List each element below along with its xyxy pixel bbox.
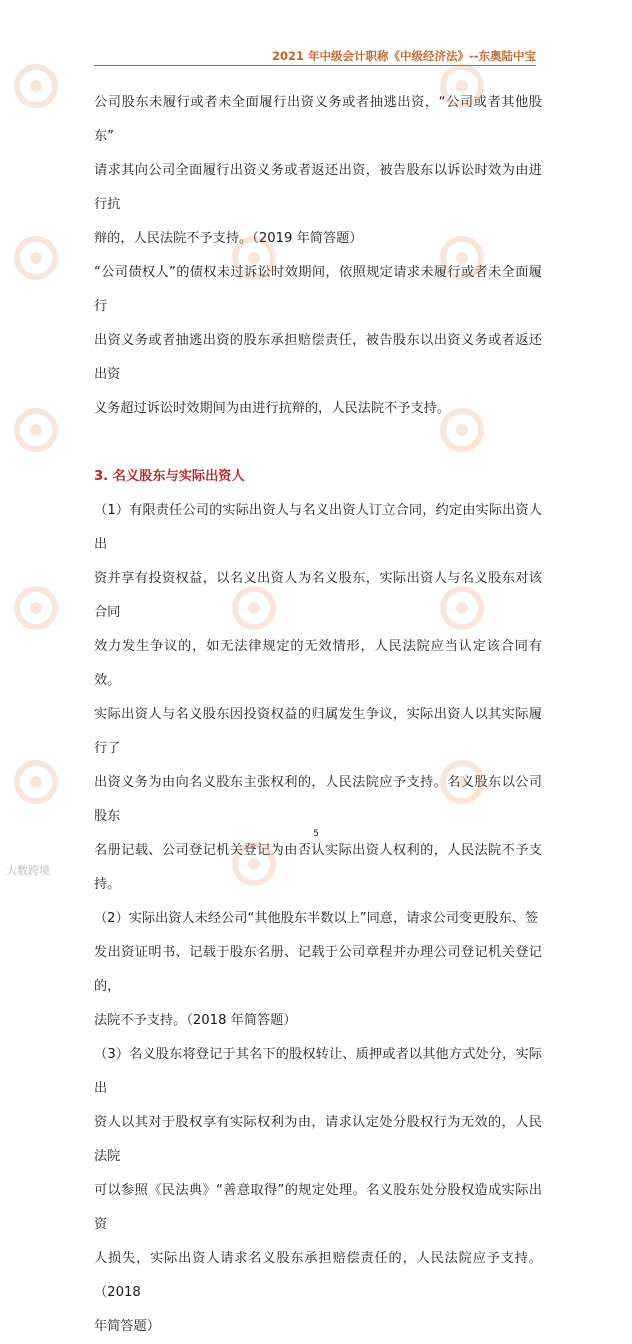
body-line: 实际出资人与名义股东因投资权益的归属发生争议，实际出资人以其实际履行了 (94, 707, 542, 756)
watermark-logo-icon (440, 586, 484, 630)
body-line: 名册记载、公司登记机关登记为由否认实际出资人权利的，人民法院不予支持。 (94, 843, 542, 892)
body-line: 人损失，实际出资人请求名义股东承担赔偿责任的，人民法院应予支持。（2018 (94, 1251, 542, 1300)
section-heading: 3. 名义股东与实际出资人 (94, 469, 245, 484)
body-line: 出资义务或者抽逃出资的股东承担赔偿责任，被告股东以出资义务或者返还出资 (94, 333, 542, 382)
watermark-logo-icon (14, 64, 58, 108)
watermark-logo-icon (440, 760, 484, 804)
watermark-logo-icon (14, 586, 58, 630)
body-line: 公司股东未履行或者未全面履行出资义务或者抽逃出资，“公司或者其他股东” (94, 95, 542, 144)
body-line: 年简答题） (94, 1319, 160, 1334)
body-line: “公司债权人”的债权未过诉讼时效期间，依照规定请求未履行或者未全面履行 (94, 265, 542, 314)
body-line: （1）有限责任公司的实际出资人与名义出资人订立合同，约定由实际出资人出 (94, 503, 542, 552)
watermark-logo-icon (14, 236, 58, 280)
footer-logo (6, 862, 50, 878)
page-number: 5 (313, 829, 319, 839)
footer-logo-text: 大数跨境 (6, 864, 50, 877)
body-line: 请求其向公司全面履行出资义务或者返还出资，被告股东以诉讼时效为由进行抗 (94, 163, 542, 212)
watermark-logo-icon (232, 236, 276, 280)
watermark-logo-icon (440, 64, 484, 108)
body-line: 发出资证明书、记载于股东名册、记载于公司章程并办理公司登记机关登记的， (94, 945, 542, 994)
body-line: （3）名义股东将登记于其名下的股权转让、质押或者以其他方式处分，实际出 (94, 1047, 542, 1096)
body-line: 辩的，人民法院不予支持。（2019 年简答题） (94, 231, 363, 246)
body-line: 出资义务为由向名义股东主张权利的，人民法院应予支持。名义股东以公司股东 (94, 775, 542, 824)
watermark-logo-icon (14, 760, 58, 804)
body-line: 法院不予支持。（2018 年简答题） (94, 1013, 297, 1028)
body-line: 效力发生争议的，如无法律规定的无效情形，人民法院应当认定该合同有效。 (94, 639, 542, 688)
watermark-logo-icon (440, 408, 484, 452)
watermark-logo-icon (232, 586, 276, 630)
body-line: 义务超过诉讼时效期间为由进行抗辩的，人民法院不予支持。 (94, 401, 451, 416)
document-header: 2021 年中级会计职称《中级经济法》--东奥陆中宝 (271, 49, 536, 63)
body-line: （2）实际出资人未经公司“其他股东半数以上”同意，请求公司变更股东、签 (94, 911, 539, 926)
body-line: 资人以其对于股权享有实际权利为由，请求认定处分股权行为无效的，人民法院 (94, 1115, 542, 1164)
watermark-logo-icon (232, 842, 276, 886)
body-line: 资并享有投资权益，以名义出资人为名义股东，实际出资人与名义股东对该合同 (94, 571, 542, 620)
body-line: 可以参照《民法典》“善意取得”的规定处理。名义股东处分股权造成实际出资 (94, 1183, 542, 1232)
watermark-logo-icon (14, 408, 58, 452)
watermark-logo-icon (440, 236, 484, 280)
